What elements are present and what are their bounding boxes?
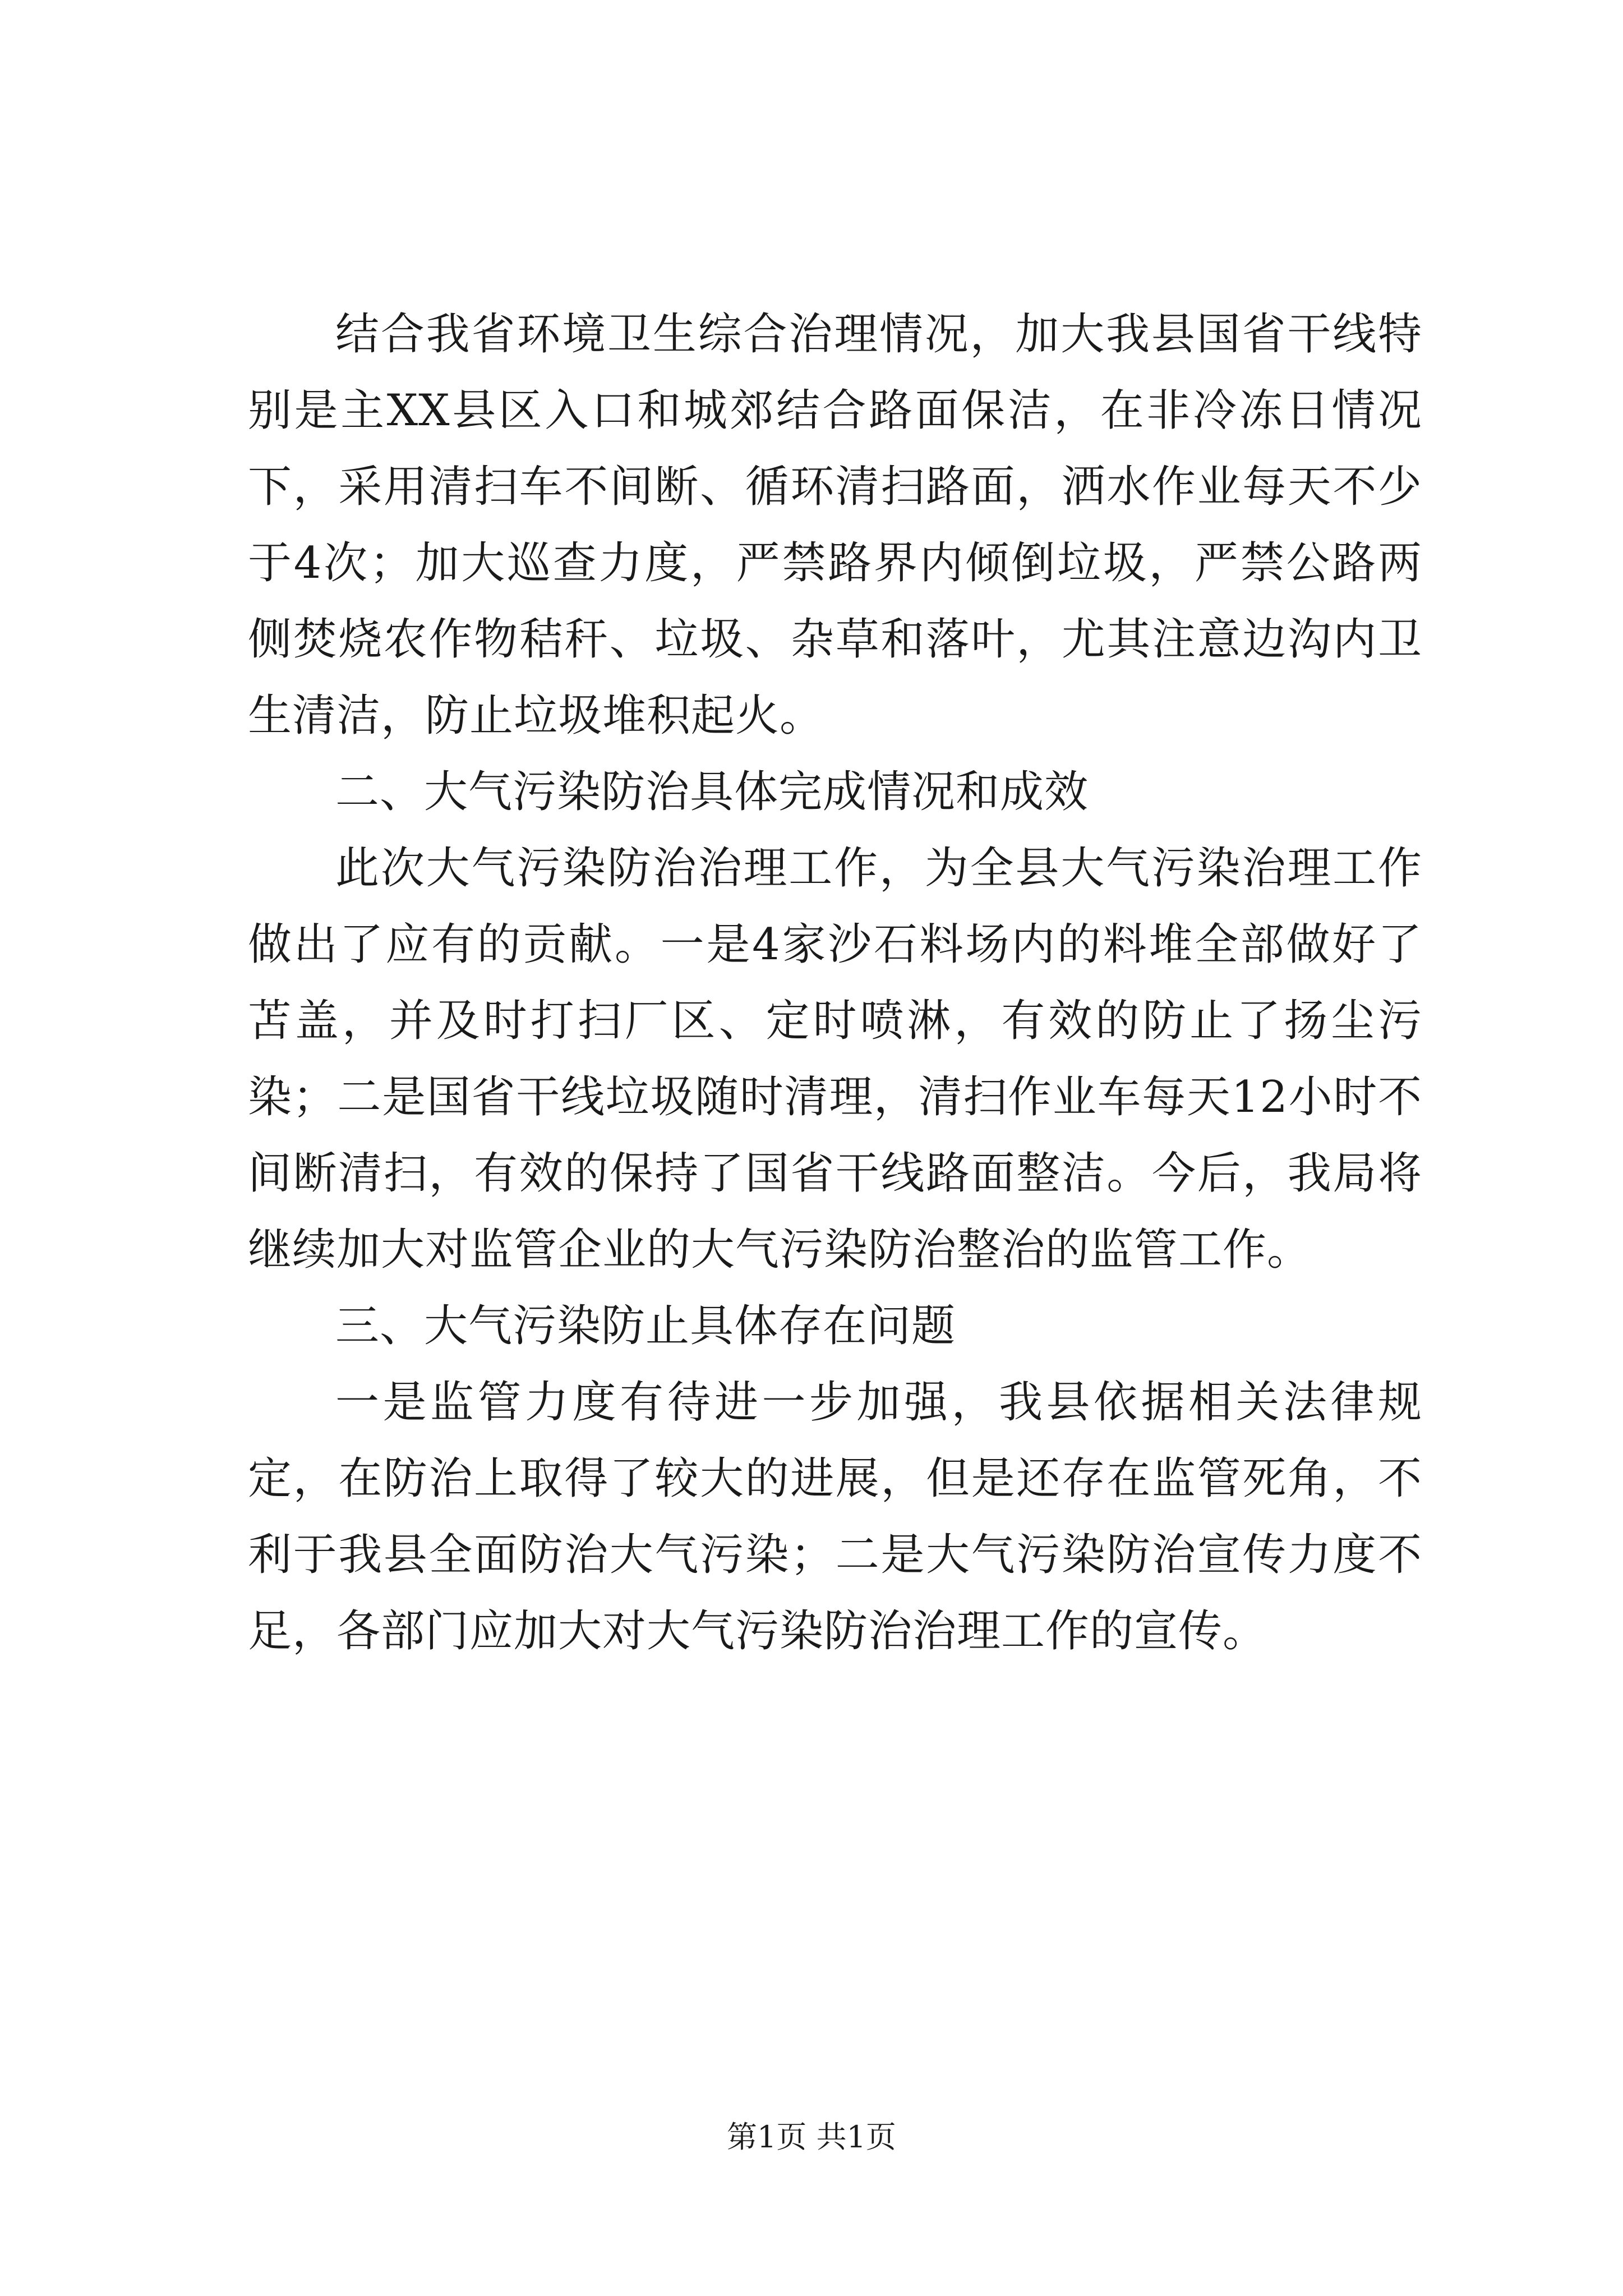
page-number-footer: 第1页 共1页	[727, 2119, 896, 2155]
section-heading-problems: 三、大气污染防止具体存在问题	[335, 1301, 956, 1351]
document-body	[248, 296, 1422, 1669]
paragraph-results: 此次大气污染防治治理工作，为全县大气污染治理工作做出了应有的贡献。一是4家沙石料场内的料堆全部做好了苫盖，并及时打扫厂区、定时喷淋，有效的防止了扬尘污染；二是国省干线垃圾随时清理，清扫作业车每天12小时不间断清扫，有效的保持了国省干线路面整洁。今后，我局将继续加大对监管企业的大气污染防治整治的监管工作。	[248, 843, 1422, 1275]
paragraph-problems: 一是监管力度有待进一步加强，我县依据相关法律规定，在防治上取得了较大的进展，但是还存在监管死角，不利于我县全面防治大气污染；二是大气污染防治宣传力度不足，各部门应加大对大气污染防治治理工作的宣传。	[248, 1377, 1422, 1657]
paragraph-road-cleaning: 结合我省环境卫生综合治理情况，加大我县国省干线特别是主XX县区入口和城郊结合路面保洁，在非冷冻日情况下，采用清扫车不间断、循环清扫路面，洒水作业每天不少于4次；加大巡查力度，严禁路界内倾倒垃圾，严禁公路两侧焚烧农作物秸秆、垃圾、杂草和落叶，尤其注意边沟内卫生清洁，防止垃圾堆积起火。	[248, 309, 1422, 741]
section-heading-results: 二、大气污染防治具体完成情况和成效	[335, 767, 1089, 817]
